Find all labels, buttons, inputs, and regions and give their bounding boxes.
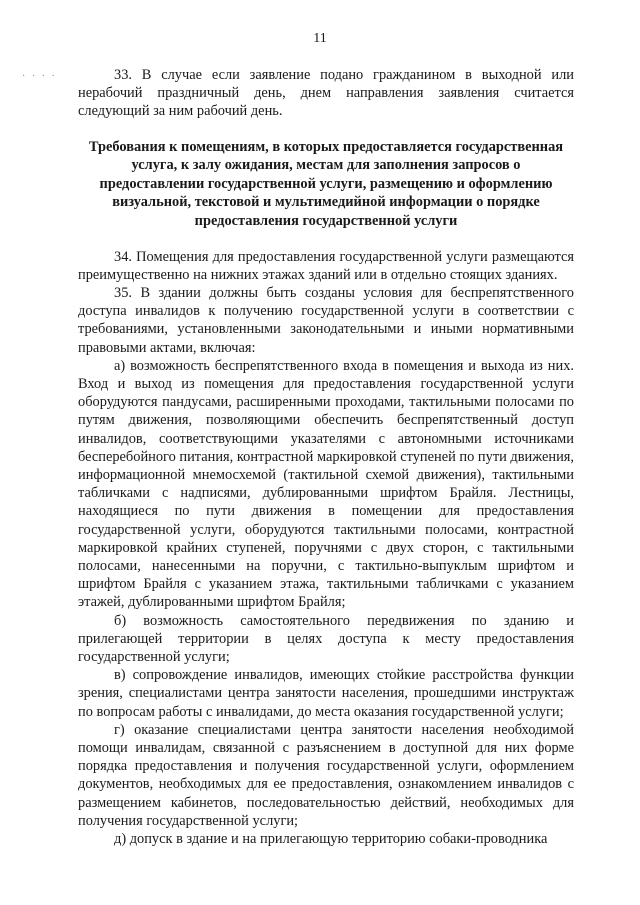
paragraph-35: 35. В здании должны быть созданы условия для беспрепятственного доступа инвалидов к получению государственной услуги в соответствии с требованиями, установленными законодательными и иными нормативными правовыми актами, включая: [78, 284, 574, 356]
document-body [78, 66, 574, 848]
paragraph-35-v: в) сопровождение инвалидов, имеющих стойкие расстройства функции зрения, специалистами центра занятости населения, прошедшими инструктаж по вопросам работы с инвалидами, до места оказания государственной услуги; [78, 667, 574, 720]
paragraph-33: 33. В случае если заявление подано гражданином в выходной или нерабочий праздничный день, днем направления заявления считается следующий за ним рабочий день. [78, 67, 574, 120]
paragraph-35-d: д) допуск в здание и на прилегающую территорию собаки-проводника [114, 831, 548, 848]
paragraph-35-a: а) возможность беспрепятственного входа в помещения и выхода из них. Вход и выход из помещения для предоставления государственной услуги оборудуются пандусами, расширенными проходами, тактильными полосами по путям движения, позволяющими обеспечить беспрепятственный доступ инвалидов, соответствующими указателями с автономными источниками бесперебойного питания, контрастной маркировкой ступеней по пути движения, информационной мнемосхемой (тактильной схемой движения), тактильными табличками с надписями, дублированными шрифтом Брайля. Лестницы, находящиеся по пути движения в помещении для предоставления государственной услуги, оборудуются тактильными полосами, контрастной маркировкой крайних ступеней, поручнями с двух сторон, с тактильными полосами, нанесенными на поручни, с тактильно-выпуклым шрифтом и шрифтом Брайля с указанием этажа, тактильными табличками с указанием этажей, дублированными шрифтом Брайля; [78, 357, 574, 611]
paragraph-34: 34. Помещения для предоставления государственной услуги размещаются преимущественно на нижних этажах зданий или в отдельно стоящих зданиях. [78, 248, 574, 283]
scan-marks: · · · · [22, 71, 57, 82]
page-number: 11 [313, 31, 327, 46]
paragraph-35-g: г) оказание специалистами центра занятости населения необходимой помощи инвалидам, связанной с разъяснением в доступной для них форме порядка предоставления и получения государственной услуги, оформлением документов, необходимых для ее предоставления, ознакомлением инвалидов с размещением кабинетов, последовательностью действий, необходимых для получения государственной услуги; [78, 721, 574, 829]
section-heading: Требования к помещениям, в которых предоставляется государственная услуга, к залу ожидания, местам для заполнения запросов о предоставлении государственной услуги, размещению и оформлению визуальной, текстовой и мультимедийной информации о порядке предоставления государственной услуги [88, 138, 564, 229]
paragraph-35-b: б) возможность самостоятельного передвижения по зданию и прилегающей территории в целях доступа к месту предоставления государственной услуги; [78, 612, 574, 666]
